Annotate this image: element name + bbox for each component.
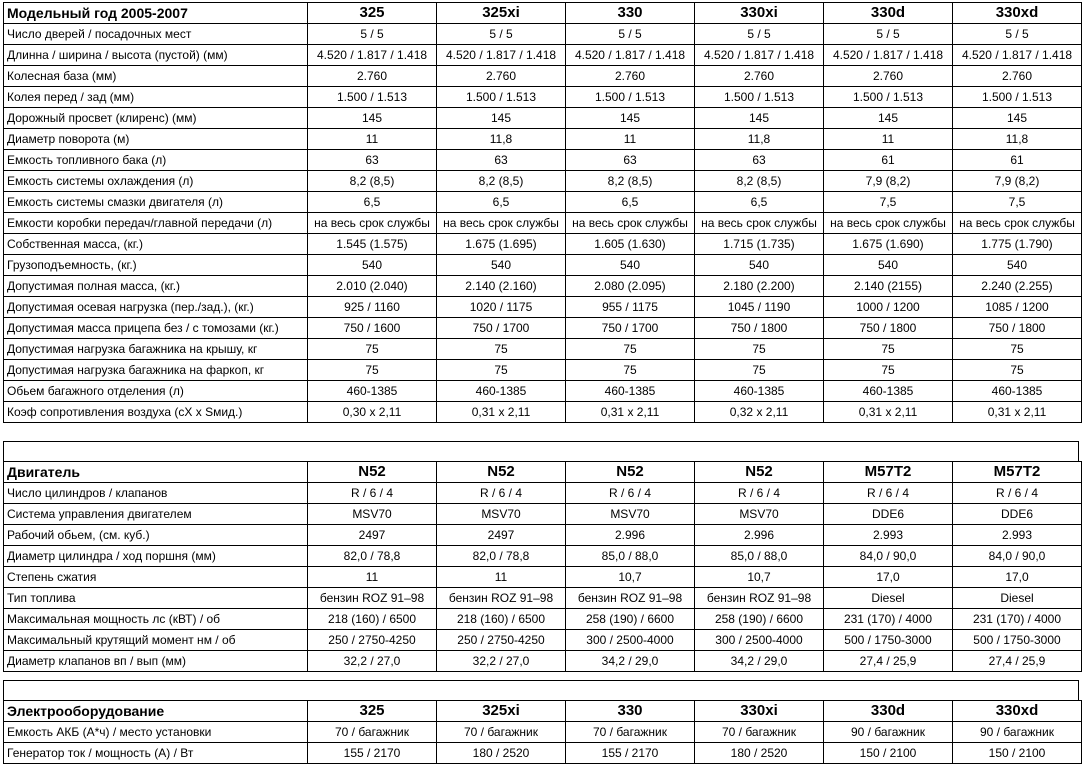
value-cell: бензин ROZ 91–98 <box>695 588 824 609</box>
model-header-cell: 330d <box>824 3 953 24</box>
value-cell: 1020 / 1175 <box>437 297 566 318</box>
value-cell: 11 <box>308 129 437 150</box>
value-cell: 70 / багажник <box>308 722 437 743</box>
value-cell: 145 <box>566 108 695 129</box>
value-cell: на весь срок службы <box>695 213 824 234</box>
value-cell: R / 6 / 4 <box>695 483 824 504</box>
value-cell: 4.520 / 1.817 / 1.418 <box>824 45 953 66</box>
value-cell: 540 <box>953 255 1082 276</box>
value-cell: 2.010 (2.040) <box>308 276 437 297</box>
value-cell: 11 <box>824 129 953 150</box>
value-cell: 11,8 <box>437 129 566 150</box>
value-cell: 75 <box>437 360 566 381</box>
value-cell: 2.996 <box>695 525 824 546</box>
table-row <box>4 276 1082 297</box>
value-cell: 75 <box>308 339 437 360</box>
table-row <box>4 297 1082 318</box>
table-row <box>4 45 1082 66</box>
value-cell: 180 / 2520 <box>695 743 824 764</box>
value-cell: 1.675 (1.695) <box>437 234 566 255</box>
value-cell: 10,7 <box>566 567 695 588</box>
value-cell: 218 (160) / 6500 <box>437 609 566 630</box>
value-cell: 1.500 / 1.513 <box>437 87 566 108</box>
value-cell: 75 <box>437 339 566 360</box>
table-row <box>4 483 1082 504</box>
table-row <box>4 722 1082 743</box>
model-header-cell: N52 <box>437 462 566 483</box>
value-cell: 2.080 (2.095) <box>566 276 695 297</box>
value-cell: 70 / багажник <box>566 722 695 743</box>
value-cell: 2.760 <box>824 66 953 87</box>
value-cell: Diesel <box>824 588 953 609</box>
value-cell: MSV70 <box>695 504 824 525</box>
value-cell: 61 <box>953 150 1082 171</box>
table-row <box>4 129 1082 150</box>
value-cell: 0,31 x 2,11 <box>824 402 953 423</box>
value-cell: 750 / 1800 <box>824 318 953 339</box>
row-label: Коэф сопротивления воздуха (cX x Sмид.) <box>4 402 308 423</box>
value-cell: 460-1385 <box>566 381 695 402</box>
value-cell: 460-1385 <box>695 381 824 402</box>
value-cell: на весь срок службы <box>824 213 953 234</box>
section-title: Модельный год 2005-2007 <box>4 3 308 24</box>
row-label: Рабочий обьем, (см. куб.) <box>4 525 308 546</box>
model-header-cell: 330 <box>566 3 695 24</box>
value-cell: 63 <box>695 150 824 171</box>
value-cell: 1.500 / 1.513 <box>824 87 953 108</box>
table-row <box>4 588 1082 609</box>
value-cell: 1.605 (1.630) <box>566 234 695 255</box>
row-label: Обьем багажного отделения (л) <box>4 381 308 402</box>
value-cell: 180 / 2520 <box>437 743 566 764</box>
value-cell: 540 <box>437 255 566 276</box>
value-cell: 63 <box>308 150 437 171</box>
value-cell: 500 / 1750-3000 <box>824 630 953 651</box>
table-row <box>4 525 1082 546</box>
value-cell: 2497 <box>308 525 437 546</box>
table-row <box>4 108 1082 129</box>
value-cell: 1.675 (1.690) <box>824 234 953 255</box>
row-label: Допустимая осевая нагрузка (пер./зад.), (кг.) <box>4 297 308 318</box>
value-cell: 500 / 1750-3000 <box>953 630 1082 651</box>
value-cell: 75 <box>566 339 695 360</box>
value-cell: 63 <box>566 150 695 171</box>
value-cell: 2497 <box>437 525 566 546</box>
value-cell: 750 / 1600 <box>308 318 437 339</box>
model-header-cell: N52 <box>566 462 695 483</box>
value-cell: 540 <box>695 255 824 276</box>
model-header-cell: 325xi <box>437 701 566 722</box>
value-cell: 145 <box>437 108 566 129</box>
value-cell: 27,4 / 25,9 <box>824 651 953 672</box>
value-cell: 0,31 x 2,11 <box>437 402 566 423</box>
value-cell: бензин ROZ 91–98 <box>437 588 566 609</box>
model-header-cell: N52 <box>308 462 437 483</box>
row-label: Максимальная мощность лс (кВТ) / об <box>4 609 308 630</box>
table-row <box>4 213 1082 234</box>
value-cell: 2.760 <box>566 66 695 87</box>
value-cell: 75 <box>953 360 1082 381</box>
value-cell: 11 <box>566 129 695 150</box>
value-cell: 4.520 / 1.817 / 1.418 <box>308 45 437 66</box>
value-cell: на весь срок службы <box>437 213 566 234</box>
value-cell: 750 / 1800 <box>953 318 1082 339</box>
row-label: Диаметр поворота (м) <box>4 129 308 150</box>
row-label: Диаметр клапанов вп / вып (мм) <box>4 651 308 672</box>
row-label: Максимальный крутящий момент нм / об <box>4 630 308 651</box>
row-label: Дорожный просвет (клиренс) (мм) <box>4 108 308 129</box>
value-cell: 5 / 5 <box>824 24 953 45</box>
model-header-cell: 325 <box>308 3 437 24</box>
value-cell: 11 <box>437 567 566 588</box>
value-cell: 5 / 5 <box>437 24 566 45</box>
value-cell: 2.993 <box>824 525 953 546</box>
value-cell: 460-1385 <box>953 381 1082 402</box>
table-row <box>4 171 1082 192</box>
value-cell: 17,0 <box>824 567 953 588</box>
value-cell: 1.500 / 1.513 <box>695 87 824 108</box>
table-row <box>4 546 1082 567</box>
table-row <box>4 150 1082 171</box>
value-cell: MSV70 <box>566 504 695 525</box>
value-cell: Diesel <box>953 588 1082 609</box>
value-cell: 1.500 / 1.513 <box>566 87 695 108</box>
value-cell: 82,0 / 78,8 <box>308 546 437 567</box>
value-cell: 8,2 (8,5) <box>695 171 824 192</box>
value-cell: 460-1385 <box>308 381 437 402</box>
value-cell: 5 / 5 <box>566 24 695 45</box>
value-cell: 70 / багажник <box>695 722 824 743</box>
value-cell: 8,2 (8,5) <box>308 171 437 192</box>
value-cell: 75 <box>695 339 824 360</box>
value-cell: R / 6 / 4 <box>953 483 1082 504</box>
value-cell: 145 <box>824 108 953 129</box>
value-cell: 2.180 (2.200) <box>695 276 824 297</box>
model-header-cell: 330xi <box>695 701 824 722</box>
value-cell: 6,5 <box>695 192 824 213</box>
value-cell: 1045 / 1190 <box>695 297 824 318</box>
value-cell: 540 <box>308 255 437 276</box>
value-cell: 32,2 / 27,0 <box>437 651 566 672</box>
value-cell: 1.545 (1.575) <box>308 234 437 255</box>
value-cell: 10,7 <box>695 567 824 588</box>
value-cell: 1.715 (1.735) <box>695 234 824 255</box>
table-row <box>4 66 1082 87</box>
value-cell: 460-1385 <box>824 381 953 402</box>
value-cell: 750 / 1700 <box>437 318 566 339</box>
value-cell: 2.760 <box>437 66 566 87</box>
row-label: Генератор ток / мощность (А) / Вт <box>4 743 308 764</box>
value-cell: 11,8 <box>695 129 824 150</box>
value-cell: 155 / 2170 <box>308 743 437 764</box>
value-cell: 150 / 2100 <box>953 743 1082 764</box>
value-cell: 85,0 / 88,0 <box>566 546 695 567</box>
value-cell: 540 <box>566 255 695 276</box>
table-row <box>4 360 1082 381</box>
value-cell: 85,0 / 88,0 <box>695 546 824 567</box>
value-cell: 925 / 1160 <box>308 297 437 318</box>
value-cell: 0,32 x 2,11 <box>695 402 824 423</box>
row-label: Число цилиндров / клапанов <box>4 483 308 504</box>
value-cell: 750 / 1700 <box>566 318 695 339</box>
model-header-cell: 330 <box>566 701 695 722</box>
value-cell: 750 / 1800 <box>695 318 824 339</box>
value-cell: 4.520 / 1.817 / 1.418 <box>953 45 1082 66</box>
value-cell: 32,2 / 27,0 <box>308 651 437 672</box>
table-row <box>4 567 1082 588</box>
value-cell: 4.520 / 1.817 / 1.418 <box>437 45 566 66</box>
value-cell: 5 / 5 <box>953 24 1082 45</box>
value-cell: 145 <box>308 108 437 129</box>
row-label: Допустимая нагрузка багажника на крышу, кг <box>4 339 308 360</box>
row-label: Емкость системы охлаждения (л) <box>4 171 308 192</box>
engine-specs-table <box>3 461 1082 672</box>
value-cell: 955 / 1175 <box>566 297 695 318</box>
table-row <box>4 609 1082 630</box>
value-cell: 4.520 / 1.817 / 1.418 <box>695 45 824 66</box>
value-cell: 63 <box>437 150 566 171</box>
value-cell: 2.760 <box>953 66 1082 87</box>
value-cell: 150 / 2100 <box>824 743 953 764</box>
value-cell: 84,0 / 90,0 <box>824 546 953 567</box>
value-cell: 300 / 2500-4000 <box>566 630 695 651</box>
value-cell: 231 (170) / 4000 <box>824 609 953 630</box>
model-header-cell: N52 <box>695 462 824 483</box>
row-label: Емкость АКБ (А*ч) / место установки <box>4 722 308 743</box>
value-cell: 6,5 <box>308 192 437 213</box>
value-cell: 4.520 / 1.817 / 1.418 <box>566 45 695 66</box>
row-label: Длинна / ширина / высота (пустой) (мм) <box>4 45 308 66</box>
section-title: Электрооборудование <box>4 701 308 722</box>
table-row <box>4 24 1082 45</box>
value-cell: 145 <box>953 108 1082 129</box>
table-row <box>4 504 1082 525</box>
row-label: Емкости коробки передач/главной передачи (л) <box>4 213 308 234</box>
model-header-cell: 325xi <box>437 3 566 24</box>
value-cell: 75 <box>824 339 953 360</box>
value-cell: 1.500 / 1.513 <box>308 87 437 108</box>
section-gap <box>3 441 1079 461</box>
value-cell: 1.500 / 1.513 <box>953 87 1082 108</box>
value-cell: R / 6 / 4 <box>824 483 953 504</box>
value-cell: 155 / 2170 <box>566 743 695 764</box>
value-cell: 2.240 (2.255) <box>953 276 1082 297</box>
value-cell: R / 6 / 4 <box>437 483 566 504</box>
value-cell: 5 / 5 <box>695 24 824 45</box>
value-cell: 250 / 2750-4250 <box>437 630 566 651</box>
value-cell: бензин ROZ 91–98 <box>566 588 695 609</box>
value-cell: 5 / 5 <box>308 24 437 45</box>
value-cell: MSV70 <box>308 504 437 525</box>
section-gap <box>3 680 1079 700</box>
table-row <box>4 318 1082 339</box>
table-header-row <box>4 3 1082 24</box>
model-header-cell: 330xi <box>695 3 824 24</box>
value-cell: 75 <box>566 360 695 381</box>
table-header-row <box>4 462 1082 483</box>
row-label: Грузоподъемность, (кг.) <box>4 255 308 276</box>
value-cell: R / 6 / 4 <box>308 483 437 504</box>
row-label: Допустимая масса прицепа без / с томозами (кг.) <box>4 318 308 339</box>
model-header-cell: M57T2 <box>824 462 953 483</box>
value-cell: DDE6 <box>953 504 1082 525</box>
row-label: Допустимая полная масса, (кг.) <box>4 276 308 297</box>
value-cell: 7,9 (8,2) <box>953 171 1082 192</box>
value-cell: 2.993 <box>953 525 1082 546</box>
row-label: Тип топлива <box>4 588 308 609</box>
value-cell: 2.760 <box>695 66 824 87</box>
row-label: Степень сжатия <box>4 567 308 588</box>
model-header-cell: 325 <box>308 701 437 722</box>
value-cell: 90 / багажник <box>953 722 1082 743</box>
row-label: Колея перед / зад (мм) <box>4 87 308 108</box>
general-specs-table <box>3 2 1082 423</box>
row-label: Число дверей / посадочных мест <box>4 24 308 45</box>
value-cell: 75 <box>695 360 824 381</box>
value-cell: 145 <box>695 108 824 129</box>
table-row <box>4 381 1082 402</box>
row-label: Колесная база (мм) <box>4 66 308 87</box>
value-cell: 75 <box>308 360 437 381</box>
table-row <box>4 192 1082 213</box>
electrical-specs-table <box>3 700 1082 764</box>
value-cell: 34,2 / 29,0 <box>695 651 824 672</box>
value-cell: 0,30 x 2,11 <box>308 402 437 423</box>
value-cell: на весь срок службы <box>308 213 437 234</box>
value-cell: 2.996 <box>566 525 695 546</box>
value-cell: 218 (160) / 6500 <box>308 609 437 630</box>
value-cell: 82,0 / 78,8 <box>437 546 566 567</box>
value-cell: 34,2 / 29,0 <box>566 651 695 672</box>
table-row <box>4 651 1082 672</box>
value-cell: 11 <box>308 567 437 588</box>
value-cell: 6,5 <box>566 192 695 213</box>
value-cell: DDE6 <box>824 504 953 525</box>
table-row <box>4 87 1082 108</box>
value-cell: 258 (190) / 6600 <box>566 609 695 630</box>
table-row <box>4 743 1082 764</box>
value-cell: 7,9 (8,2) <box>824 171 953 192</box>
value-cell: 70 / багажник <box>437 722 566 743</box>
table-row <box>4 339 1082 360</box>
value-cell: 90 / багажник <box>824 722 953 743</box>
table-row <box>4 255 1082 276</box>
value-cell: 84,0 / 90,0 <box>953 546 1082 567</box>
value-cell: R / 6 / 4 <box>566 483 695 504</box>
value-cell: 6,5 <box>437 192 566 213</box>
value-cell: 0,31 x 2,11 <box>953 402 1082 423</box>
value-cell: 460-1385 <box>437 381 566 402</box>
section-title: Двигатель <box>4 462 308 483</box>
value-cell: 8,2 (8,5) <box>566 171 695 192</box>
row-label: Допустимая нагрузка багажника на фаркоп, кг <box>4 360 308 381</box>
value-cell: бензин ROZ 91–98 <box>308 588 437 609</box>
value-cell: MSV70 <box>437 504 566 525</box>
value-cell: 231 (170) / 4000 <box>953 609 1082 630</box>
value-cell: 258 (190) / 6600 <box>695 609 824 630</box>
row-label: Система управления двигателем <box>4 504 308 525</box>
value-cell: 2.140 (2155) <box>824 276 953 297</box>
value-cell: 2.140 (2.160) <box>437 276 566 297</box>
model-header-cell: 330xd <box>953 3 1082 24</box>
value-cell: 7,5 <box>953 192 1082 213</box>
table-row <box>4 402 1082 423</box>
table-row <box>4 234 1082 255</box>
model-header-cell: 330xd <box>953 701 1082 722</box>
row-label: Собственная масса, (кг.) <box>4 234 308 255</box>
value-cell: 2.760 <box>308 66 437 87</box>
model-header-cell: 330d <box>824 701 953 722</box>
value-cell: 0,31 x 2,11 <box>566 402 695 423</box>
value-cell: 75 <box>953 339 1082 360</box>
row-label: Емкость топливного бака (л) <box>4 150 308 171</box>
model-header-cell: M57T2 <box>953 462 1082 483</box>
value-cell: 61 <box>824 150 953 171</box>
value-cell: 8,2 (8,5) <box>437 171 566 192</box>
value-cell: на весь срок службы <box>566 213 695 234</box>
row-label: Диаметр цилиндра / ход поршня (мм) <box>4 546 308 567</box>
table-row <box>4 630 1082 651</box>
value-cell: 250 / 2750-4250 <box>308 630 437 651</box>
value-cell: на весь срок службы <box>953 213 1082 234</box>
table-header-row <box>4 701 1082 722</box>
value-cell: 27,4 / 25,9 <box>953 651 1082 672</box>
value-cell: 300 / 2500-4000 <box>695 630 824 651</box>
value-cell: 1.775 (1.790) <box>953 234 1082 255</box>
value-cell: 11,8 <box>953 129 1082 150</box>
value-cell: 1000 / 1200 <box>824 297 953 318</box>
value-cell: 540 <box>824 255 953 276</box>
value-cell: 1085 / 1200 <box>953 297 1082 318</box>
value-cell: 75 <box>824 360 953 381</box>
row-label: Емкость системы смазки двигателя (л) <box>4 192 308 213</box>
value-cell: 7,5 <box>824 192 953 213</box>
value-cell: 17,0 <box>953 567 1082 588</box>
